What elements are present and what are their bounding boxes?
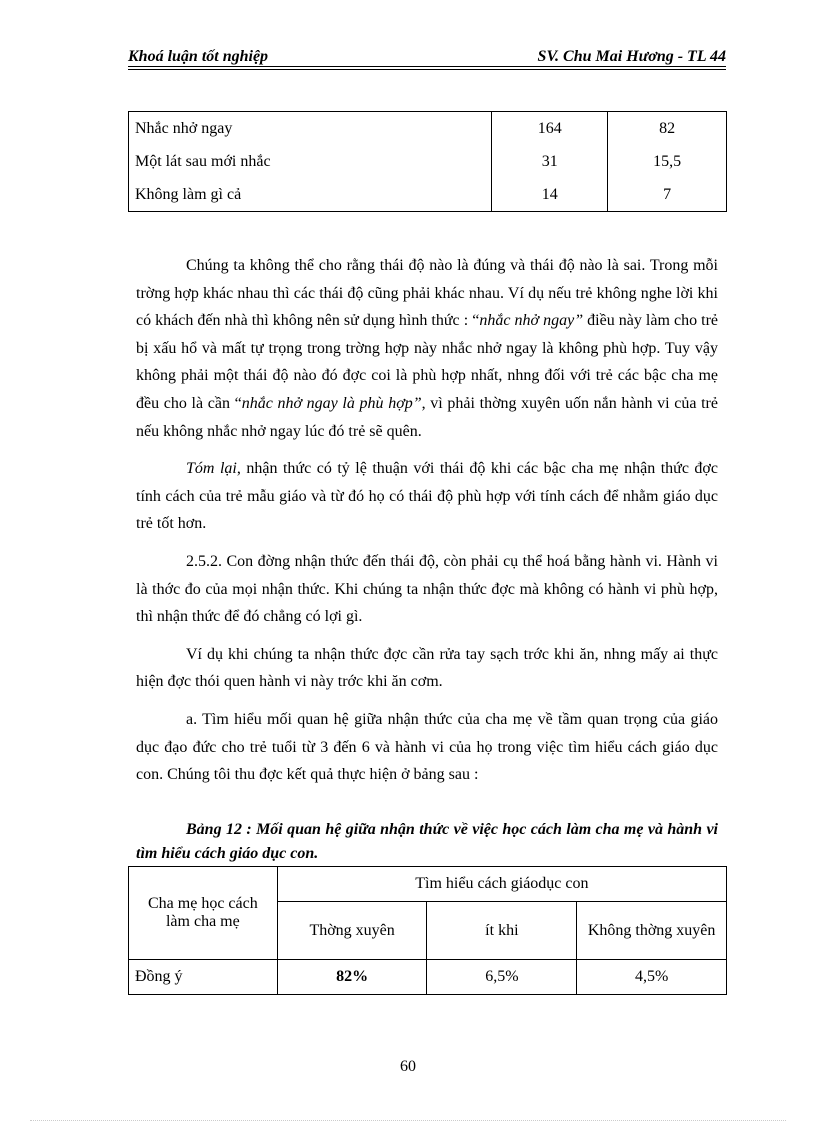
table-cell: 14	[492, 178, 608, 212]
header-rule	[128, 66, 726, 70]
page-header	[128, 48, 726, 68]
table-cell: 15,5	[608, 145, 727, 178]
table-header-cell: Thờng xuyên	[277, 902, 427, 960]
paragraph: a. Tìm hiểu mối quan hệ giữa nhận thức của cha mẹ về tầm quan trọng của giáo dục đạo đức cho trẻ tuổi từ 3 đến 6 và hành vi của họ trong việc tìm hiểu cách giáo dục con. Chúng tôi thu đợc kết quả thực hiện ở bảng sau :	[136, 710, 718, 784]
table-header-cell: ít khi	[427, 902, 577, 960]
body-text	[136, 252, 718, 799]
table-row	[129, 178, 727, 212]
paragraph: Ví dụ khi chúng ta nhận thức đợc cần rửa tay sạch trớc khi ăn, nhng mấy ai thực hiện đợc thói quen hành vi này trớc khi ăn cơm.	[136, 645, 718, 691]
header-right: SV. Chu Mai Hương - TL 44	[537, 48, 726, 65]
table-cell: 6,5%	[427, 960, 577, 995]
table-cell: 164	[492, 112, 608, 146]
table-header-cell: Tìm hiểu cách giáodục con	[277, 867, 726, 902]
text: điều này làm cho trẻ bị xấu hổ và mất tự trọng trong trờng hợp này nhắc nhở ngay là không phù hợp. Tuy vậy không phải một thái độ nào đó đợc coi là phù hợp nhất, nhng đối với trẻ các bậc cha mẹ đều cho là cần “	[136, 312, 719, 412]
table-cell: 7	[608, 178, 727, 212]
italic-text: nhắc nhở ngay là phù hợp”	[241, 394, 422, 412]
table-row	[129, 960, 727, 995]
table-header-cell: Không thờng xuyên	[577, 902, 727, 960]
page-number: 60	[400, 1058, 416, 1075]
text: , vì phải thờng xuyên uốn nắn hành vi của trẻ nếu không nhắc nhở ngay lúc đó trẻ sẽ quên.	[136, 394, 718, 440]
paragraph	[136, 252, 718, 445]
paragraph: 2.5.2. Con đờng nhận thức đến thái độ, còn phải cụ thể hoá bằng hành vi. Hành vi là thớc đo của mọi nhận thức. Khi chúng ta nhận thức đợc mà không có hành vi phù hợp, thì nhận thức để đó chẳng có lợi gì.	[136, 552, 718, 626]
table-cell: Đồng ý	[129, 960, 278, 995]
table-row	[129, 145, 727, 178]
table-caption: Bảng 12 : Mối quan hệ giữa nhận thức về việc học cách làm cha mẹ và hành vi tìm hiểu cách giáo dục con.	[136, 821, 718, 862]
paragraph	[136, 455, 718, 538]
table-cell: 4,5%	[577, 960, 727, 995]
text: , nhận thức có tỷ lệ thuận với thái độ khi các bậc cha mẹ nhận thức đợc tính cách của trẻ mẫu giáo và từ đó họ có thái độ phù hợp với tính cách để nhằm giáo dục trẻ tốt hơn.	[136, 460, 718, 533]
italic-text: nhắc nhở ngay”	[479, 312, 584, 330]
table-1	[128, 111, 727, 212]
table-header-cell: Cha mẹ học cách làm cha mẹ	[129, 867, 278, 960]
text: Chúng ta không thể cho rằng thái độ nào là đúng và thái độ nào là sai. Trong mỗi trờng hợp khác nhau thì các thái độ cũng phải khác nhau. Ví dụ nếu trẻ không nghe lời khi có khách đến nhà thì không nên sử dụng hình thức : “	[136, 257, 718, 330]
table-cell: 31	[492, 145, 608, 178]
header-left: Khoá luận tốt nghiệp	[128, 48, 269, 65]
table-cell: Một lát sau mới nhắc	[129, 145, 492, 178]
table-2	[128, 866, 727, 995]
table-row	[129, 867, 727, 902]
table-cell: Không làm gì cả	[129, 178, 492, 212]
bottom-divider	[30, 1120, 786, 1121]
table-row	[129, 112, 727, 146]
italic-text: Tóm lại	[186, 460, 237, 478]
table-cell: 82	[608, 112, 727, 146]
table-cell	[277, 960, 427, 995]
table-cell: Nhắc nhở ngay	[129, 112, 492, 146]
bold-value: 82%	[336, 968, 369, 985]
